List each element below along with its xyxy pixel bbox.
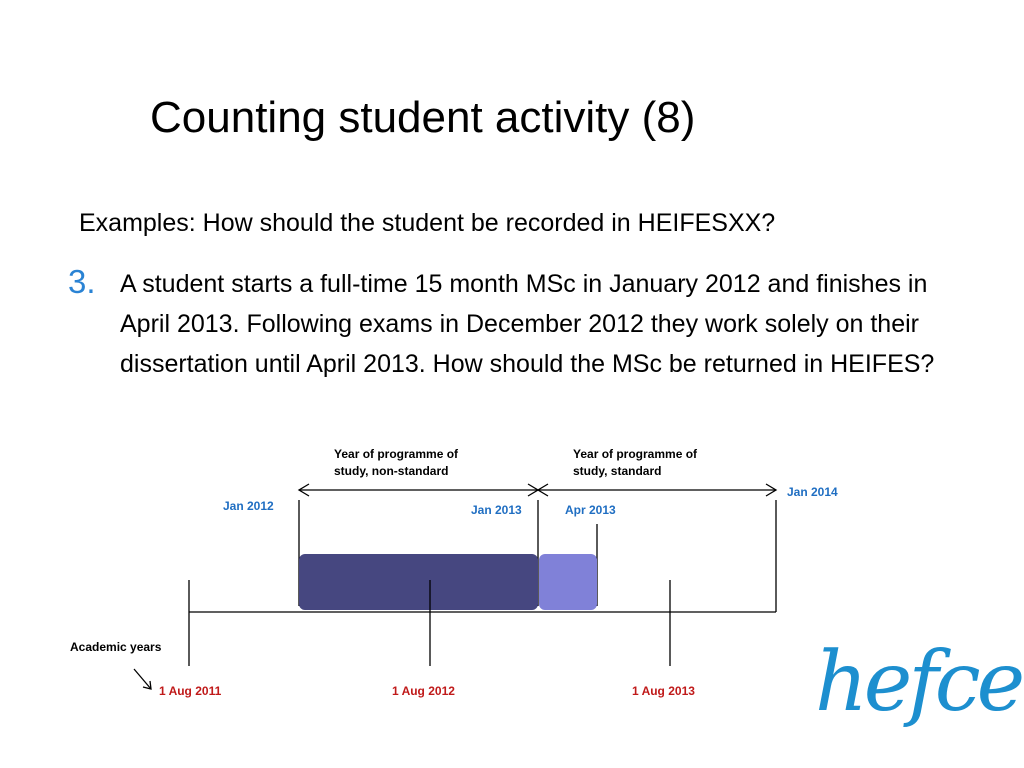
item-number: 3. — [68, 263, 96, 300]
span2-label-line1: Year of programme of — [573, 447, 698, 461]
item-text: A student starts a full-time 15 month MSc in January 2012 and finishes in April 2013. Following exams in December 2012 they work solely on their dissertation until April 2013. How should the MSc be returned in HEIFES? — [120, 270, 935, 378]
aug-date-2012: 1 Aug 2012 — [392, 684, 455, 698]
bar-standard-period — [539, 554, 597, 610]
aug-date-2011: 1 Aug 2011 — [159, 684, 222, 698]
bar-nonstandard-period — [299, 554, 538, 610]
date-jan2012: Jan 2012 — [223, 499, 274, 513]
span2-label-line2: study, standard — [573, 464, 662, 478]
span-arrow-nonstandard — [299, 484, 538, 496]
hefce-logo: hefce — [815, 635, 1022, 730]
span1-label — [334, 446, 458, 480]
date-jan2013: Jan 2013 — [471, 503, 522, 517]
aug-date-2013: 1 Aug 2013 — [632, 684, 695, 698]
date-jan2014: Jan 2014 — [787, 485, 838, 499]
date-apr2013: Apr 2013 — [565, 503, 616, 517]
slide-title: Counting student activity (8) — [150, 93, 696, 142]
span1-label-line1: Year of programme of — [334, 447, 459, 461]
span-arrow-standard — [538, 484, 776, 496]
academic-years-arrow — [134, 669, 151, 689]
span1-label-line2: study, non-standard — [334, 464, 449, 478]
span2-label — [573, 446, 697, 480]
slide-subtitle: Examples: How should the student be recorded in HEIFESXX? — [79, 209, 776, 237]
academic-years-label: Academic years — [70, 640, 162, 654]
